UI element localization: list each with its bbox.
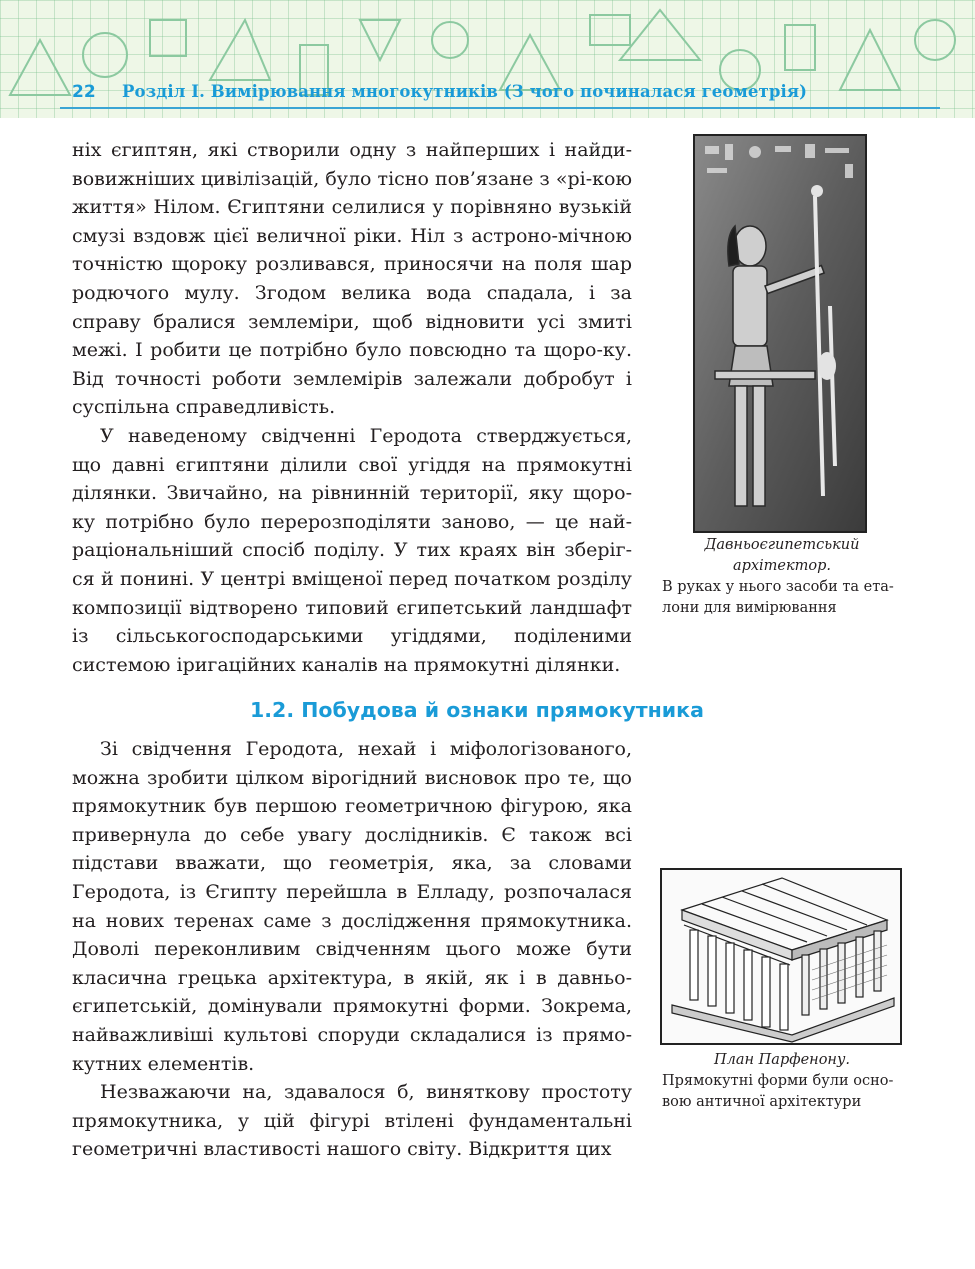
egyptian-relief-illustration	[695, 136, 865, 531]
parthenon-caption	[662, 1050, 902, 1113]
parthenon-caption-title: План Парфенону.	[713, 1052, 851, 1068]
parthenon-plan-image	[660, 868, 902, 1045]
text-block-top	[72, 136, 632, 679]
section-heading: 1.2. Побудова й ознаки прямокутника	[250, 698, 704, 722]
egyptian-architect-image	[693, 134, 867, 533]
egyptian-caption	[662, 535, 902, 619]
paragraph-rectangle-first: Зі свідчення Геродота, нехай і міфологізованого, можна зробити цілком вірогідний висновок про те, що прямокутник був першою геометричною фігурою, яка привернула до себе увагу дослідників. Є також всі підстави вважати, що геометрія, яка, за словами Геродота, із Єгипту перейшла в Елладу, розпочалася на нових теренах саме з дослідження прямокутника. Доволі переконливим свідченням цього може бути класична грецька архітектура, в якій, як і в давньо-єгипетській, домінували прямокутні форми. Зокрема, найважливіші культові споруди складалися із прямо-кутних елементів.	[72, 738, 632, 1075]
egyptian-caption-text: В руках у нього засоби та ета-лони для вимірювання	[662, 579, 894, 616]
paragraph-herodotus: У наведеному свідченні Геродота стверджується, що давні єгиптяни ділили свої угіддя на прямокутні ділянки. Звичайно, на рівнинній території, яку щоро-ку потрібно було перерозподіляти заново, — це най-раціональніший спосіб поділу. У тих краях він зберіг-ся й понині. У центрі вміщеної перед початком розділу композиції відтворено типовий єгипетський ландшафт із сільськогосподарськими угіддями, поділеними системою іригаційних каналів на прямокутні ділянки.	[72, 424, 632, 676]
text-block-bottom	[72, 735, 632, 1164]
page-number: 22	[72, 82, 96, 102]
parthenon-illustration	[662, 870, 900, 1043]
paragraph-nile: ніх єгиптян, які створили одну з найперших і найди-вовижніших цивілізацій, було тісно пов’язане з «рі-кою життя» Нілом. Єгиптяни селилися у порівняно вузькій смузі вздовж цієї величної ріки. Ніл з астроно-мічною точністю щороку розливався, приносячи на поля шар родючого мулу. Згодом велика вода спадала, і за справу бралися землеміри, щоб відновити усі змиті межі. І робити це потрібно було повсюдно та щоро-ку. Від точності роботи землемірів залежали добробут і суспільна справедливість.	[72, 139, 632, 419]
paragraph-rectangle-simplicity: Незважаючи на, здавалося б, виняткову простоту прямокутника, у цій фігурі втілені фундаментальні геометричні властивості нашого світу. Відкриття цих	[72, 1081, 632, 1161]
running-title: Розділ I. Вимірювання многокутників (З чого починалася геометрія)	[122, 82, 808, 101]
egyptian-caption-title: Давньоєгипетський архітектор.	[704, 537, 860, 574]
header-rule	[60, 107, 940, 109]
parthenon-caption-text: Прямокутні форми були осно-вою античної архітектури	[662, 1073, 894, 1110]
